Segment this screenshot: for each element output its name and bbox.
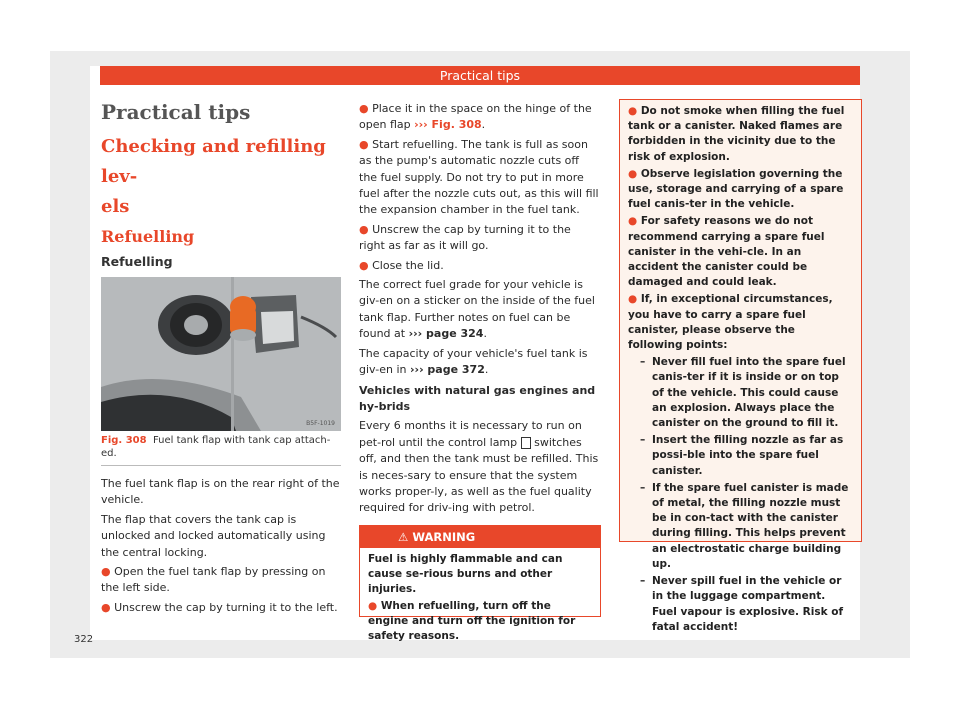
warning-icon: ⚠ <box>398 530 409 544</box>
paragraph: Every 6 months it is necessary to run on pet-rol until the control lamp switches off, and then the tank must be refilled. This is neces-sary to ensure that the system works proper-ly, as well as the fuel quality required for driv-ing with petrol. <box>359 419 599 515</box>
list-item: ● Unscrew the cap by turning it to the left. <box>101 600 338 614</box>
middle-column <box>359 101 599 520</box>
paragraph: The correct fuel grade for your vehicle is giv-en on a sticker on the inside of the fuel tank flap. Further notes on fuel can be found at ››› page 324. <box>359 278 595 341</box>
paragraph: The fuel tank flap is on the rear right of the vehicle. <box>101 477 340 507</box>
list-item: ● Start refuelling. The tank is full as soon as the pump's automatic nozzle cuts off the fuel supply. Do not try to put in more fuel after the nozzle cuts out, as this will fill the expansion chamber in the fuel tank. <box>359 137 599 217</box>
page-link[interactable]: ››› page 324 <box>408 327 484 341</box>
list-item: ● For safety reasons we do not recommend carrying a spare fuel canister in the vehi-cle. In an accident the canister could be damaged and could leak. <box>628 215 825 289</box>
fuel-flap-figure <box>101 277 341 431</box>
sub-list-item: – Never fill fuel into the spare fuel canis-ter if it is inside or on top of the vehicle. This could cause an explosion. Always place the canister on the ground to fill it. <box>640 356 846 430</box>
paragraph: The capacity of your vehicle's fuel tank is giv-en in ››› page 372. <box>359 346 588 377</box>
chapter-title-line1: Checking and refilling lev- <box>101 136 326 187</box>
sub-list-item: – Never spill fuel in the vehicle or in the luggage compartment. Fuel vapour is explosive. Risk of fatal accident! <box>640 575 844 633</box>
list-item: ● Do not smoke when filling the fuel tank or a canister. Naked flames are forbidden in the vicinity due to the risk of explosion. <box>628 105 845 163</box>
list-item: ● If, in exceptional circumstances, you have to carry a spare fuel canister, please observe the following points: <box>628 293 833 352</box>
topic-title: Refuelling <box>101 254 173 269</box>
bullet-icon: ● <box>359 137 369 151</box>
sub-list-item: – If the spare fuel canister is made of metal, the filling nozzle must be in con-tact with the canister during filling. This helps prevent an electrostatic charge building up. <box>640 481 849 570</box>
caption-label: Fig. 308 <box>101 435 147 446</box>
figure-link[interactable]: ››› Fig. 308 <box>414 118 482 132</box>
list-item: ● Place it in the space on the hinge of the open flap ››› Fig. 308. <box>359 102 592 132</box>
page-link[interactable]: ››› page 372 <box>410 363 485 377</box>
warning-text: Fuel is highly flammable and can cause se-rious burns and other injuries. <box>368 553 563 595</box>
list-item: ● Observe legislation governing the use, storage and carrying of a spare fuel canis-ter in the vehicle. <box>628 167 844 211</box>
list-item: ● Unscrew the cap by turning it to the right as far as it will go. <box>359 222 571 253</box>
list-item: ● Close the lid. <box>359 258 444 272</box>
bullet-icon: ● <box>101 600 111 614</box>
control-lamp-icon <box>521 437 531 449</box>
page-number: 322 <box>74 634 94 645</box>
caption-text-2: ed. <box>101 448 117 459</box>
chapter-title-line2: els <box>101 196 130 217</box>
warning-box <box>359 525 601 642</box>
left-body <box>101 476 341 619</box>
subsection-title: Refuelling <box>101 227 195 246</box>
bullet-icon: ● <box>101 565 111 579</box>
caption-text: Fuel tank flap with tank cap attach- <box>152 435 331 446</box>
figure-code: B5F-1019 <box>306 420 335 427</box>
dash-icon: – <box>640 434 646 447</box>
bullet-icon: ● <box>359 258 369 272</box>
bullet-icon: ● <box>368 600 378 612</box>
warning-header: ⚠ WARNING <box>360 526 600 548</box>
bullet-icon: ● <box>628 215 638 228</box>
bullet-icon: ● <box>628 293 638 306</box>
safety-notes-box <box>619 99 862 633</box>
bullet-icon: ● <box>628 105 638 117</box>
figure-caption <box>101 434 341 460</box>
bullet-icon: ● <box>628 167 638 180</box>
dash-icon: – <box>640 575 646 588</box>
dash-icon: – <box>640 481 646 494</box>
list-item: ● Open the fuel tank flap by pressing on the left side. <box>101 565 326 595</box>
paragraph: The flap that covers the tank cap is unlocked and locked automatically using the central locking. <box>101 512 326 559</box>
left-column <box>101 100 341 279</box>
caption-divider <box>101 465 341 466</box>
page-header: Practical tips <box>100 66 860 85</box>
sub-heading: Vehicles with natural gas engines and hy-brids <box>359 383 596 413</box>
warning-bullet: ● When refuelling, turn off the engine and turn off the ignition for safety reasons. <box>368 600 576 642</box>
bullet-icon: ● <box>359 222 369 236</box>
sub-list-item: – Insert the filling nozzle as far as possi-ble into the spare fuel canister. <box>640 434 844 477</box>
bullet-icon: ● <box>359 102 369 115</box>
dash-icon: – <box>640 356 646 369</box>
section-title: Practical tips <box>101 100 251 124</box>
